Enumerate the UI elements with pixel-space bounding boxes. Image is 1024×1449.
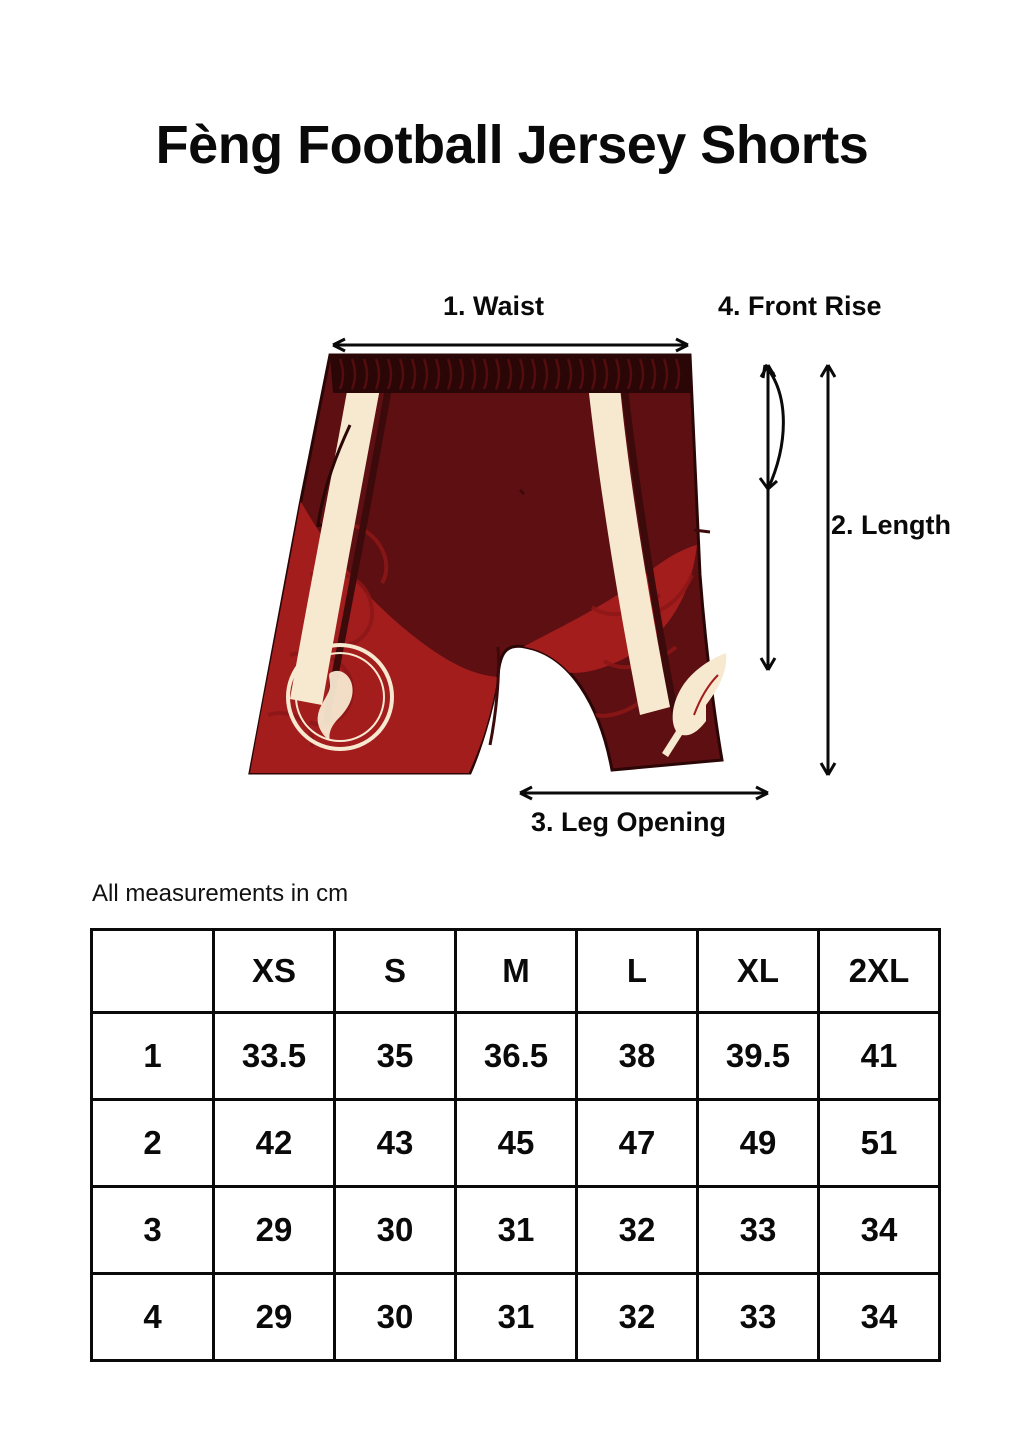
table-cell: 29	[214, 1274, 335, 1361]
table-cell: 45	[456, 1100, 577, 1187]
table-cell: 32	[577, 1274, 698, 1361]
table-cell: 31	[456, 1274, 577, 1361]
shorts-measurement-diagram	[0, 275, 1024, 875]
page-title: Fèng Football Jersey Shorts	[155, 115, 869, 176]
table-header-cell: M	[456, 930, 577, 1013]
table-header-cell: S	[335, 930, 456, 1013]
table-header-cell: L	[577, 930, 698, 1013]
table-cell: 42	[214, 1100, 335, 1187]
table-header-cell	[92, 930, 214, 1013]
table-cell: 51	[819, 1100, 940, 1187]
row-label: 2	[92, 1100, 214, 1187]
label-leg-opening: 3. Leg Opening	[531, 807, 727, 837]
label-length: 2. Length	[831, 510, 951, 540]
table-row	[92, 1187, 940, 1274]
table-cell: 30	[335, 1274, 456, 1361]
table-cell: 35	[335, 1013, 456, 1100]
table-header-cell: 2XL	[819, 930, 940, 1013]
table-cell: 34	[819, 1187, 940, 1274]
table-cell: 33.5	[214, 1013, 335, 1100]
shorts-illustration	[246, 355, 726, 775]
table-cell: 33	[698, 1187, 819, 1274]
table-cell: 33	[698, 1274, 819, 1361]
table-row	[92, 1100, 940, 1187]
table-cell: 38	[577, 1013, 698, 1100]
table-header-cell: XS	[214, 930, 335, 1013]
row-label: 3	[92, 1187, 214, 1274]
row-label: 4	[92, 1274, 214, 1361]
table-cell: 36.5	[456, 1013, 577, 1100]
table-cell: 32	[577, 1187, 698, 1274]
label-front-rise: 4. Front Rise	[718, 291, 882, 321]
table-cell: 41	[819, 1013, 940, 1100]
table-cell: 29	[214, 1187, 335, 1274]
table-cell: 34	[819, 1274, 940, 1361]
table-header-row	[92, 930, 940, 1013]
row-label: 1	[92, 1013, 214, 1100]
table-cell: 49	[698, 1100, 819, 1187]
table-cell: 30	[335, 1187, 456, 1274]
measurements-note: All measurements in cm	[92, 880, 349, 907]
table-row	[92, 1013, 940, 1100]
size-chart-table	[90, 928, 941, 1362]
table-cell: 43	[335, 1100, 456, 1187]
table-cell: 31	[456, 1187, 577, 1274]
table-cell: 39.5	[698, 1013, 819, 1100]
table-header-cell: XL	[698, 930, 819, 1013]
table-row	[92, 1274, 940, 1361]
table-cell: 47	[577, 1100, 698, 1187]
label-waist: 1. Waist	[443, 291, 545, 321]
